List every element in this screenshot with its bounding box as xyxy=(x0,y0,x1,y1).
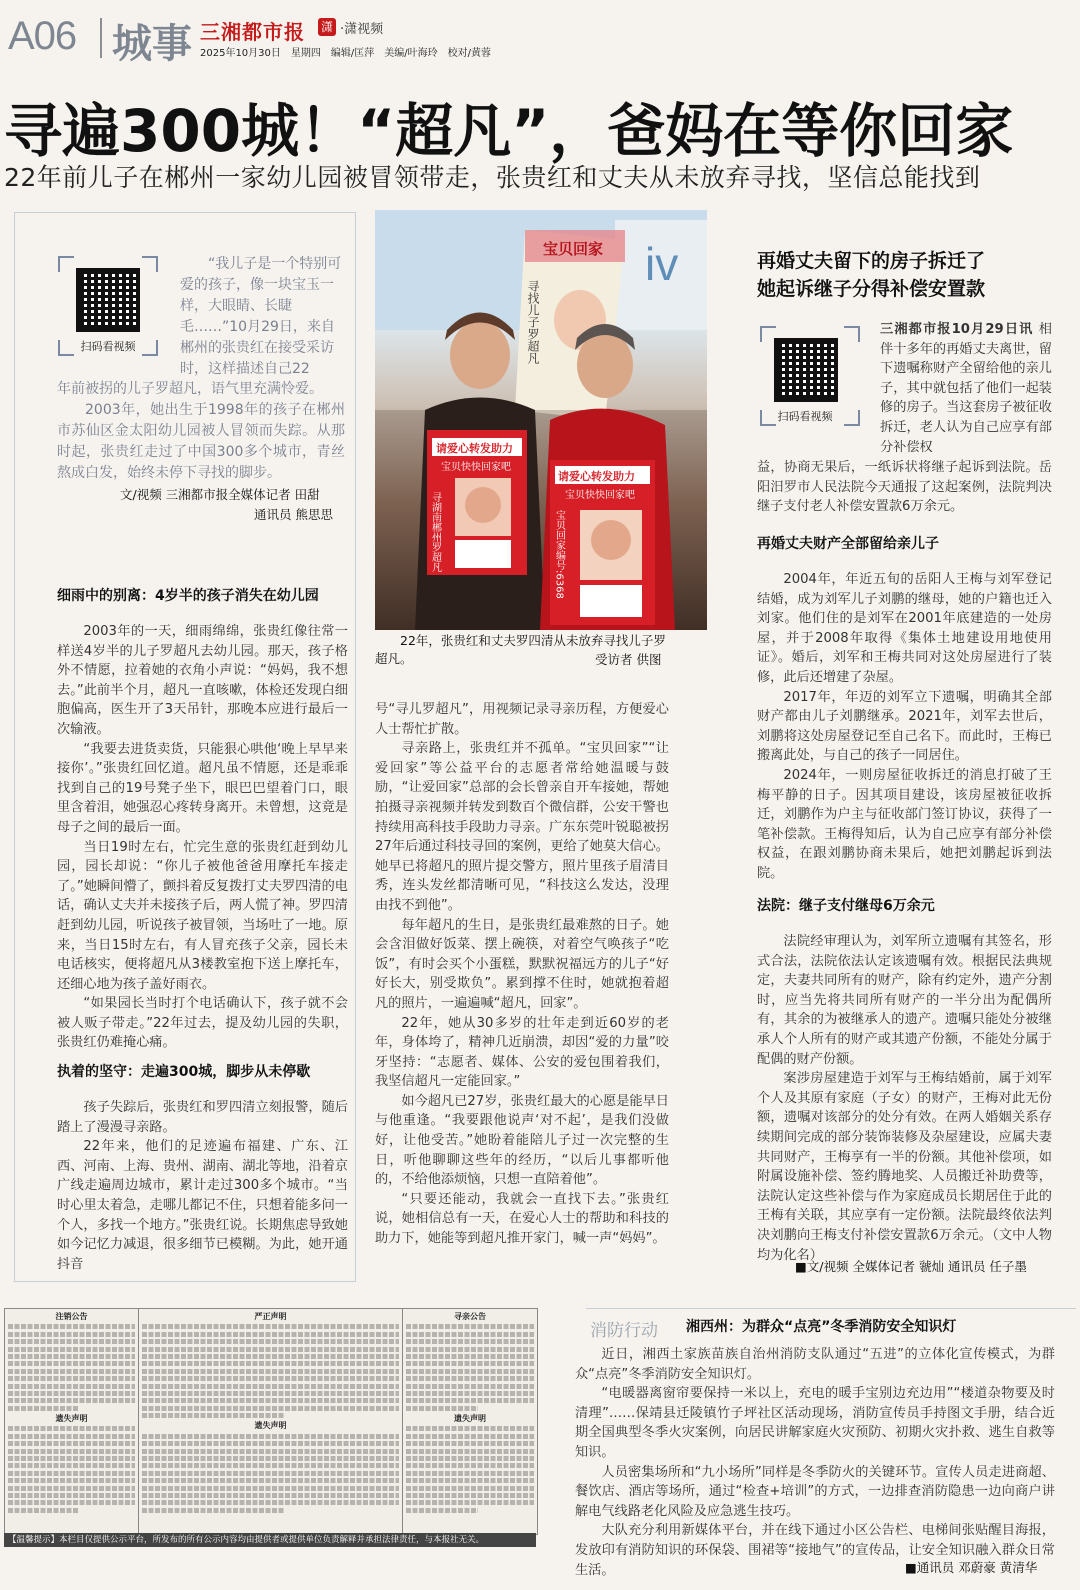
classified-text-line xyxy=(142,1441,399,1446)
masthead xyxy=(0,0,1080,72)
poster-left-sub: 宝贝快快回家吧 xyxy=(441,462,511,473)
poster-left-vertical: 寻湖南郴州罗超凡 xyxy=(429,492,441,572)
fire-section-tag: 消防行动 xyxy=(590,1321,658,1341)
right-scan-label: 扫码看视频 xyxy=(777,410,833,423)
scan-label: 扫码看视频 xyxy=(80,340,136,353)
middle-column-body xyxy=(375,700,669,1255)
classified-text-line xyxy=(142,1508,284,1513)
right-section-body-2 xyxy=(757,932,1052,1265)
paragraph: 人员密集场所和“九小场所”同样是冬季防火的关键环节。宣传人员走进商超、餐饮店、酒店等场所，通过“检查+培训”的方式，一边排查消防隐患一边向商户讲解电气线路老化风险及应急逃生技巧。 xyxy=(575,1464,1055,1519)
lead-part2: 年前被拐的儿子罗超凡，语气里充满怜爱。 xyxy=(57,381,323,397)
classified-text-line xyxy=(406,1441,534,1446)
classified-text-line xyxy=(142,1471,399,1476)
classified-text-line xyxy=(142,1391,399,1396)
classified-text-line xyxy=(406,1406,478,1411)
paragraph: 孩子失踪后，张贵红和罗四清立刻报警，随后踏上了漫漫寻亲路。 xyxy=(57,1100,348,1135)
classified-text-line xyxy=(406,1463,534,1468)
ad-title: 寻亲公告 xyxy=(454,1312,486,1321)
paragraph: 2024年，一则房屋征收拆迁的消息打破了王梅平静的日子。因其项目建设，该房屋被征收拆迁，刘鹏作为户主与征收部门签订协议，获得了一笔补偿款。王梅得知后，认为自己应享有部分补偿权益，在跟刘鹏协商未果后，她把刘鹏起诉到法院。 xyxy=(757,767,1052,881)
classified-column-3 xyxy=(403,1309,537,1534)
classified-text-line xyxy=(406,1347,534,1352)
classified-text-line xyxy=(406,1434,534,1439)
paragraph: 当日19时左右，忙完生意的张贵红赶到幼儿园，园长却说：“你儿子被他爸爸用摩托车接走了。”她瞬间懵了，颤抖着反复拨打丈夫罗四清的电话，确认丈夫并未接孩子后，两人慌了神。罗四清赶到幼儿园，听说孩子被冒领，当场吐了一地。原来，当日15时左右，有人冒充孩子父亲，园长未电话核实，便将超凡从3楼教室抱下送上摩托车，还细心地为孩子盖好雨衣。 xyxy=(57,839,348,992)
masthead-meta xyxy=(200,44,501,59)
left-byline-1: 文/视频 三湘都市报全媒体记者 田甜 xyxy=(120,487,320,502)
right-qr-code-icon[interactable] xyxy=(774,338,838,402)
svg-text:iv: iv xyxy=(645,238,679,290)
classified-text-line xyxy=(8,1426,135,1431)
ad-title: 注销公告 xyxy=(55,1312,88,1321)
classified-text-line xyxy=(406,1398,534,1403)
classifieds-notice: 【温馨提示】本栏目仅提供公示平台，所发布的所有公示内容均由提供者或提供单位负责解释并承担法律责任，与本报社无关。 xyxy=(4,1533,536,1547)
classified-text-line xyxy=(406,1508,478,1513)
classified-text-line xyxy=(8,1493,135,1498)
classified-text-line xyxy=(142,1361,399,1366)
photo-caption: 22年，张贵红和丈夫罗四清从未放弃寻找儿子罗超凡。 xyxy=(375,633,666,666)
classified-text-line xyxy=(142,1486,399,1491)
classified-text-line xyxy=(142,1449,399,1454)
classified-text-line xyxy=(8,1384,135,1389)
right-headline-1: 再婚丈夫留下的房子拆迁了 xyxy=(757,250,986,272)
paragraph: 每年超凡的生日，是张贵红最难熬的日子。她会含泪做好饭菜、摆上碗筷，对着空气唤孩子“吃饭”，有时会买个小蛋糕，默默祝福远方的儿子“好好长大，别受欺负”。累到撑不住时，她就抱着超凡的照片，一遍遍喊“超凡，回家”。 xyxy=(375,917,669,1011)
paragraph: “如果园长当时打个电话确认下，孩子就不会被人贩子带走。”22年过去，提及幼儿园的失职，张贵红仍难掩心痛。 xyxy=(57,996,348,1051)
paragraph: 22年来，他们的足迹遍布福建、广东、江西、河南、上海、贵州、湖南、湖北等地，沿着京广线走遍周边城市，累计走过300多个城市。“当时心里太着急，走哪儿都记不住，只想着能多问一个人，多找一个地方。”张贵红说。长期焦虑导致她如今记忆力减退，很多细节已模糊。为此，她开通抖音 xyxy=(57,1139,348,1272)
subheadline: 22年前儿子在郴州一家幼儿园被冒领带走，张贵红和丈夫从未放弃寻找，坚信总能找到 xyxy=(4,163,981,192)
classified-text-line xyxy=(406,1493,534,1498)
classified-text-line xyxy=(8,1434,135,1439)
classified-text-line xyxy=(142,1384,399,1389)
fire-byline: ■通讯员 邓蔚豪 黄清华 xyxy=(905,1560,1038,1575)
paragraph: 大队充分利用新媒体平台，并在线下通过小区公告栏、电梯间张贴醒目海报，发放印有消防知识的环保袋、围裙等“接地气”的宣传品，让安全知识融入群众日常生活。 xyxy=(575,1523,1055,1578)
ad-title: 遗失声明 xyxy=(55,1414,88,1424)
lead-part1: “我儿子是一个特别可爱的孩子，像一块宝玉一样，大眼睛、长睫毛……”10月29日，来自郴州的张贵红在接受采访时，这样描述自己22 xyxy=(180,256,342,377)
banner-side-text: 寻找儿子罗超凡 xyxy=(526,280,540,364)
editor-credit: 编辑/匡萍 xyxy=(330,48,375,59)
proof-credit: 校对/黄蓉 xyxy=(447,48,492,59)
classified-text-line xyxy=(8,1486,135,1491)
classified-text-line xyxy=(406,1426,534,1431)
poster-right-head: 请爱心转发助力 xyxy=(558,470,635,483)
classified-text-line xyxy=(8,1354,135,1359)
classified-text-line xyxy=(406,1471,534,1476)
classified-text-line xyxy=(8,1406,79,1411)
paragraph: 案涉房屋建造于刘军与王梅结婚前，属于刘军个人及其原有家庭（子女）的财产，王梅对此无份额，遗嘱对该部分的处分有效。在两人婚姻关系存续期间完成的部分装饰装修及杂屋建设，应属夫妻共同财产，王梅享有一半的份额。其他补偿项，如附属设施补偿、签约腾地奖、人员搬迁补助费等，法院认定这些补偿与作为家庭成员长期居住于此的王梅有关联，其应享有一定份额。法院最终依法判决刘鹏向王梅支付补偿安置款6万余元。（文中人物均为化名） xyxy=(757,1071,1052,1263)
left-section-heading-2: 执着的坚守：走遍300城，脚步从未停歇 xyxy=(57,1064,311,1080)
classified-text-line xyxy=(406,1339,534,1344)
poster-right-vertical: 宝贝回家编号:6368 xyxy=(553,510,565,599)
poster-left-head: 请爱心转发助力 xyxy=(436,442,513,455)
right-lead-top: 三湘都市报10月29日讯 相伴十多年的再婚丈夫离世，留下遗嘱称财产全留给他的亲儿子，其中就包括了他们一起装修的房子。当这套房子被征收拆迁，老人认为自己应享有部分补偿权 xyxy=(880,322,1052,455)
classified-text-line xyxy=(142,1369,399,1374)
classified-text-line xyxy=(8,1339,135,1344)
paragraph: “我要去进货卖货，只能狠心哄他‘晚上早早来接你’。”张贵红回忆道。超凡虽不情愿，还是乖乖找到自己的19号凳子坐下，眼巴巴望着门口，眼里含着泪，她强忍心疼转身离开。未曾想，这竟是母子之间的最后一面。 xyxy=(57,741,348,835)
right-lead-bottom: 益，协商无果后，一纸诉状将继子起诉到法院。岳阳汨罗市人民法院今天通报了这起案例，法院判决继子支付老人补偿安置款6万余元。 xyxy=(757,460,1052,515)
right-byline: ■文/视频 全媒体记者 虢灿 通讯员 任子墨 xyxy=(795,1259,1027,1274)
left-section-body-1 xyxy=(57,622,348,1053)
dateline: 三湘都市报10月29日讯 xyxy=(880,322,1034,337)
classified-text-line xyxy=(406,1354,534,1359)
classified-text-line xyxy=(406,1456,534,1461)
designer-credit: 美编/叶海玲 xyxy=(384,48,438,59)
classified-text-line xyxy=(8,1508,79,1513)
channel-logo-icon: 潇 xyxy=(318,18,336,36)
classified-text-line xyxy=(8,1332,135,1337)
classified-text-line xyxy=(142,1478,399,1483)
classified-text-line xyxy=(8,1463,135,1468)
classified-text-line xyxy=(8,1449,135,1454)
right-section-heading-1: 再婚丈夫财产全部留给亲儿子 xyxy=(757,536,939,552)
classified-text-line xyxy=(406,1332,534,1337)
classified-text-line xyxy=(8,1456,135,1461)
classified-text-line xyxy=(142,1398,399,1403)
issue-date: 2025年10月30日 xyxy=(200,48,281,59)
article-photo xyxy=(375,210,707,630)
right-section-heading-2: 法院：继子支付继母6万余元 xyxy=(757,898,935,914)
left-section-heading-1: 细雨中的别离：4岁半的孩子消失在幼儿园 xyxy=(57,588,319,604)
classified-text-line xyxy=(142,1376,399,1381)
classified-text-line xyxy=(8,1391,135,1396)
qr-code-icon[interactable] xyxy=(76,268,140,332)
paragraph: 法院经审理认为，刘军所立遗嘱有其签名，形式合法，法院依法认定该遗嘱有效。根据民法典规定，夫妻共同所有的财产，除有约定外，遗产分割时，应当先将共同所有财产的一半分出为配偶所有，其余的为被继承人的遗产。遗嘱只能处分被继承人个人所有的财产或其遗产份额，不能处分属于配偶的财产份额。 xyxy=(757,934,1052,1067)
page-number: A06 xyxy=(8,14,77,58)
classified-text-line xyxy=(8,1347,135,1352)
classified-text-line xyxy=(8,1361,135,1366)
paragraph: “电暖器离窗帘要保持一米以上，充电的暖手宝别边充边用”“楼道杂物要及时清理”……保靖县迁陵镇竹子坪社区活动现场，消防宣传员手持图文手册，结合近期全国典型冬季火灾案例，向居民讲解家庭火灾预防、初期火灾扑救、逃生自救等知识。 xyxy=(575,1386,1055,1460)
left-byline-2: 通讯员 熊思思 xyxy=(254,507,333,522)
classified-text-line xyxy=(406,1478,534,1483)
qr-block[interactable] xyxy=(58,256,158,356)
classified-text-line xyxy=(406,1376,534,1381)
paragraph: 号“寻儿罗超凡”，用视频记录寻亲历程，方便爱心人士帮忙扩散。 xyxy=(375,702,669,737)
classified-text-line xyxy=(142,1434,399,1439)
channel-name: ·潇视频 xyxy=(340,22,384,37)
ad-title: 遗失声明 xyxy=(254,1421,287,1431)
classified-column-1 xyxy=(5,1309,139,1534)
classified-text-line xyxy=(142,1354,399,1359)
masthead-divider xyxy=(100,18,102,58)
paragraph: 如今超凡已27岁，张贵红最大的心愿是能早日与他重逢。“我要跟他说声‘对不起’，是我们没做好，让他受苦。”她盼着能陪儿子过一次完整的生日，听他聊聊这些年的经历，“以后儿事都听他的，不给他添烦恼，只想一直陪着他”。 xyxy=(375,1093,669,1188)
classified-text-line xyxy=(406,1369,534,1374)
right-section-body-1 xyxy=(757,570,1052,884)
newspaper-name: 三湘都市报 xyxy=(200,20,305,44)
classified-text-line xyxy=(8,1478,135,1483)
classified-text-line xyxy=(142,1456,399,1461)
paragraph: “只要还能动，我就会一直找下去。”张贵红说，她相信总有一天，在爱心人士的帮助和科技的助力下，她能等到超凡推开家门，喊一声“妈妈”。 xyxy=(375,1191,669,1247)
banner-text: 宝贝回家 xyxy=(543,240,604,258)
paragraph: 2017年，年迈的刘军立下遗嘱，明确其全部财产都由儿子刘鹏继承。2021年，刘军去世后，刘鹏将这处房屋登记至自己名下。而此时，王梅已搬离此处，与自己的孩子一同居住。 xyxy=(757,689,1052,764)
issue-weekday: 星期四 xyxy=(290,48,321,59)
classified-text-line xyxy=(406,1324,534,1329)
photo-illustration xyxy=(375,210,707,630)
classified-text-line xyxy=(8,1376,135,1381)
photo-credit: 受访者 供图 xyxy=(595,652,662,667)
classifieds-block xyxy=(4,1308,538,1535)
classified-text-line xyxy=(406,1391,534,1396)
classified-text-line xyxy=(8,1441,135,1446)
ad-title: 严正声明 xyxy=(254,1312,287,1321)
right-headline-2: 她起诉继子分得补偿安置款 xyxy=(757,278,986,300)
paragraph: 2003年的一天，细雨绵绵，张贵红像往常一样送4岁半的儿子罗超凡去幼儿园。那天，孩子格外不情愿，拉着她的衣角小声说：“妈妈，我不想去。”此前半个月，超凡一直咳嗽，体检还发现白细胞偏高，医生开了3天吊针，那晚本应进行最后一次输液。 xyxy=(57,624,348,737)
paragraph: 近日，湘西土家族苗族自治州消防支队通过“五进”的立体化宣传模式，为群众“点亮”冬季消防安全知识灯。 xyxy=(575,1347,1055,1382)
classified-text-line xyxy=(8,1398,135,1403)
paragraph: 22年，她从30多岁的壮年走到近60岁的老年，身体垮了，精神几近崩溃，却因“爱的力量”咬牙坚持：“志愿者、媒体、公安的爱包围着我们，我坚信超凡一定能回家。” xyxy=(375,1015,669,1090)
ad-title: 遗失声明 xyxy=(454,1414,486,1424)
classified-text-line xyxy=(142,1406,399,1411)
classified-text-line xyxy=(142,1413,284,1418)
fire-section-rule xyxy=(586,1308,1076,1309)
right-qr-block[interactable] xyxy=(760,326,860,426)
classified-text-line xyxy=(142,1347,399,1352)
classified-text-line xyxy=(142,1339,399,1344)
classified-text-line xyxy=(142,1500,399,1505)
classified-text-line xyxy=(8,1369,135,1374)
fire-section-title: 湘西州：为群众“点亮”冬季消防安全知识灯 xyxy=(686,1319,957,1335)
classified-text-line xyxy=(142,1493,399,1498)
classified-text-line xyxy=(142,1332,399,1337)
headline: 寻遍300城！“超凡”，爸妈在等你回家 xyxy=(4,97,1014,165)
fire-section-body xyxy=(575,1345,1055,1580)
classified-text-line xyxy=(406,1500,534,1505)
paragraph: 寻亲路上，张贵红并不孤单。“宝贝回家”“让爱回家”等公益平台的志愿者常给她温暖与鼓励，“让爱回家”总部的会长曾亲自开车接她，帮她拍摄寻亲视频并转发到数百个微信群，公安干警也持续用高科技手段助力寻亲。广东东莞叶锐聪被拐27年后通过科技寻回的案例，更给了她莫大信心。她早已将超凡的照片提交警方，照片里孩子眉清目秀，连头发丝都清晰可见，“科技这么发达，没理由找不到他”。 xyxy=(375,741,669,913)
classified-text-line xyxy=(8,1324,135,1329)
classified-text-line xyxy=(142,1324,399,1329)
classified-text-line xyxy=(8,1471,135,1476)
classified-column-2 xyxy=(139,1309,403,1534)
classified-text-line xyxy=(406,1361,534,1366)
classified-text-line xyxy=(406,1384,534,1389)
paragraph: 2004年，年近五旬的岳阳人王梅与刘军登记结婚，成为刘军儿子刘鹏的继母，她的户籍也迁入刘家。他们住的是刘军在2001年底建造的一处房屋，并于2008年取得《集体土地建设用地使用证》。婚后，刘军和王梅共同对这处房屋进行了装修，此后还增建了杂屋。 xyxy=(757,572,1052,685)
classified-text-line xyxy=(406,1449,534,1454)
left-section-body-2 xyxy=(57,1098,348,1272)
classified-text-line xyxy=(142,1463,399,1468)
classified-text-line xyxy=(406,1486,534,1491)
classified-text-line xyxy=(8,1500,135,1505)
lead-paragraph-2: 2003年，她出生于1998年的孩子在郴州市苏仙区金太阳幼儿园被人冒领而失踪。从那时起，张贵红走过了中国300多个城市，青丝熬成白发，始终未停下寻找的脚步。 xyxy=(57,402,345,481)
section-name: 城事 xyxy=(112,21,192,67)
poster-right-sub: 宝贝快快回家吧 xyxy=(565,490,635,501)
